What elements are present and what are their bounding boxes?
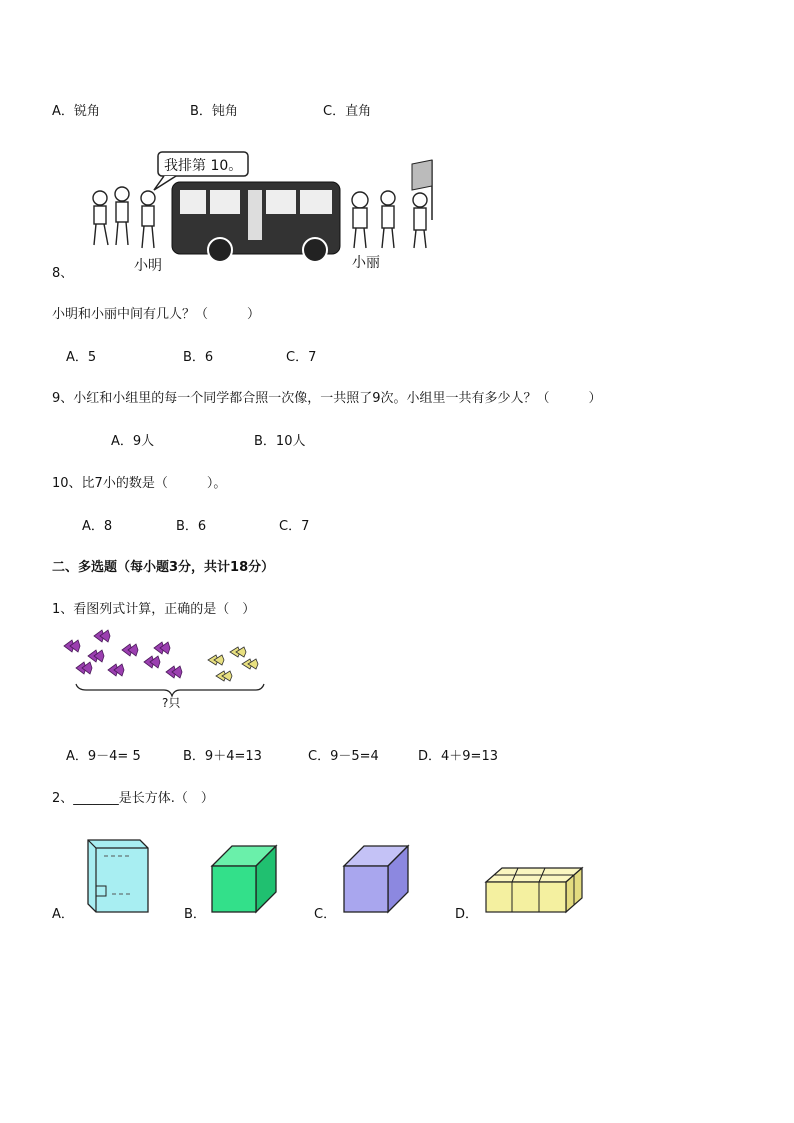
bus-queue-illustration	[80, 150, 450, 270]
shape-d-blocks	[484, 866, 586, 916]
name-left: 小明	[134, 258, 162, 274]
shape-c-cube	[342, 844, 412, 914]
q7-option-a: A．锐角	[52, 104, 100, 119]
m2-option-c: C．	[314, 907, 337, 922]
q8-option-b: B．6	[183, 350, 214, 365]
butterflies-illustration	[56, 628, 266, 698]
brace-label: ?只	[162, 696, 181, 710]
q9-option-a: A．9人	[111, 434, 155, 449]
m2-option-d: D．	[455, 907, 479, 922]
m1-question: 1、看图列式计算，正确的是（ ）	[52, 602, 256, 617]
m1-option-b: B．9＋4=13	[183, 749, 262, 764]
section-heading: 二、多选题（每小题3分，共计18分）	[52, 560, 275, 575]
shape-b-cube	[210, 844, 280, 914]
q10-option-c: C．7	[279, 519, 310, 534]
q9-option-b: B．10人	[254, 434, 306, 449]
q8-number: 8、	[52, 266, 74, 281]
q8-question: 小明和小丽中间有几人？（ ）	[52, 307, 261, 322]
q8-option-a: A．5	[66, 350, 97, 365]
m2-question: 2、_______是长方体.（ ）	[52, 791, 214, 806]
m1-option-c: C．9－5=4	[308, 749, 379, 764]
q7-option-c: C．直角	[323, 104, 372, 119]
q10-question: 10、比7小的数是（ ）。	[52, 476, 227, 491]
shape-a-book	[84, 836, 156, 916]
q10-option-a: A．8	[82, 519, 113, 534]
m2-option-a: A．	[52, 907, 74, 922]
m2-option-b: B．	[184, 907, 206, 922]
speech-bubble-text: 我排第 10。	[164, 158, 243, 174]
q9-question: 9、小红和小组里的每一个同学都合照一次像，一共照了9次。小组里一共有多少人？（ ）	[52, 391, 602, 406]
q8-option-c: C．7	[286, 350, 317, 365]
q10-option-b: B．6	[176, 519, 207, 534]
m1-option-a: A．9－4= 5	[66, 749, 141, 764]
name-right: 小丽	[352, 255, 380, 271]
m1-option-d: D．4＋9=13	[418, 749, 498, 764]
q7-option-b: B．钝角	[190, 104, 238, 119]
